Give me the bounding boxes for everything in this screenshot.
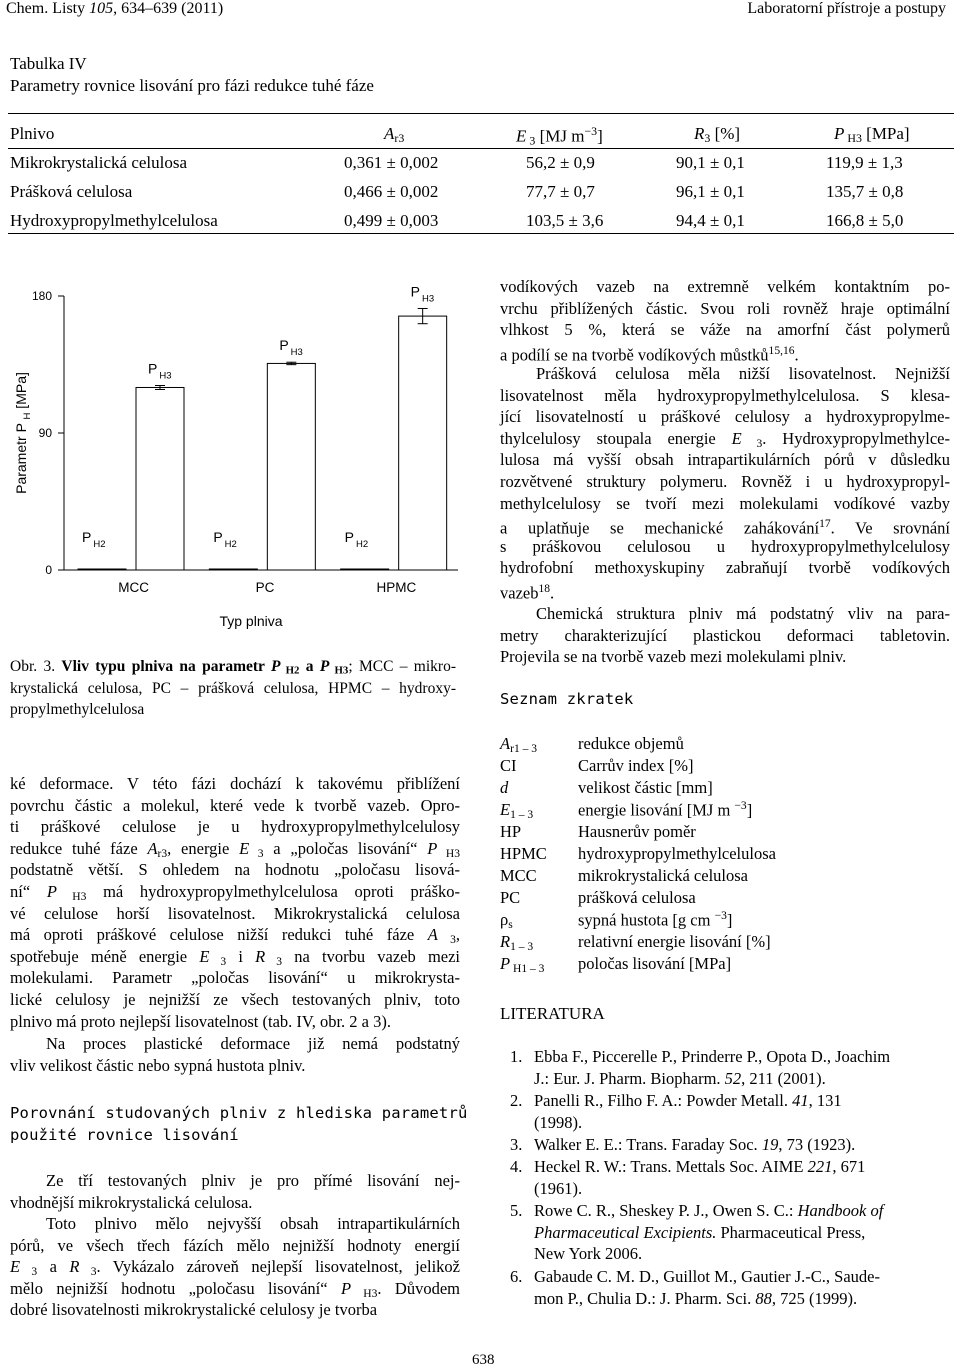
reference-line: (1998). bbox=[534, 1112, 583, 1132]
table-header-rule bbox=[8, 148, 954, 149]
table-cell: 0,499 ± 0,003 bbox=[344, 211, 439, 230]
reference-line: mon P., Chulia D.: J. Pharm. Sci. 88, 725 (1999). bbox=[534, 1288, 858, 1308]
literature-title: LITERATURA bbox=[500, 1004, 605, 1023]
reference-line: New York 2006. bbox=[534, 1244, 643, 1264]
text-line: dobré lisovatelnosti mikrokrystalické celulosy je tvorba bbox=[10, 1300, 378, 1320]
text-line: vazeb$^{18}$. bbox=[500, 582, 555, 603]
table-cell: 0,361 ± 0,002 bbox=[344, 153, 439, 172]
abbreviation-definition: Hausnerův poměr bbox=[578, 822, 696, 841]
text-line: vliv velikost částic nebo sypná hustota plniv. bbox=[10, 1055, 306, 1075]
abbreviation-definition: poločas lisování [MPa] bbox=[578, 954, 732, 973]
y-tick-label: 0 bbox=[45, 563, 52, 577]
text-line: redukce tuhé fáze $A_{r3}$, energie E $_3$ a „poločas lisování“ P $_{H3}$ bbox=[10, 838, 460, 860]
left-paragraph-1 bbox=[10, 773, 460, 1032]
text-line: Chemická struktura plniv má podstatný vliv na para- bbox=[536, 604, 950, 623]
journal-citation: Chem. Listy 105, 634–639 (2011) bbox=[6, 0, 224, 17]
table-top-rule bbox=[8, 113, 954, 114]
table-cell: 96,1 ± 0,1 bbox=[676, 182, 745, 201]
text-line: rozvětvené struktury polymeru. Rovněž i u hydroxypropyl- bbox=[500, 471, 950, 491]
table-row-label: Hydroxypropylmethylcelulosa bbox=[10, 211, 218, 230]
abbreviation-term: $A_{r1 - 3}$ bbox=[500, 734, 538, 755]
table-header-r3: $R_3$ [%] bbox=[694, 124, 741, 145]
table-row-label: Mikrokrystalická celulosa bbox=[10, 153, 188, 172]
figure-caption bbox=[10, 656, 456, 721]
reference-number: 2. bbox=[510, 1091, 523, 1110]
text-line: spotřebuje méně energie E $_3$ i R $_3$ na tvorbu vazeb mezi bbox=[10, 946, 461, 968]
text-line: Ze tří testovaných plniv je pro přímé lisování nej- bbox=[46, 1171, 460, 1190]
abbreviation-definition: sypná hustota [g cm $^{-3}$] bbox=[578, 910, 733, 930]
abbreviation-definition: energie lisování [MJ m $^{-3}$] bbox=[578, 800, 753, 820]
abbreviation-term: HPMC bbox=[500, 844, 547, 863]
text-line: Projevila se na tvorbě vazeb mezi molekulami plniv. bbox=[500, 647, 847, 667]
left-paragraph-2 bbox=[10, 1033, 460, 1076]
text-line: a uplatňuje se mechanické zahákování$^{17}$. Ve srovnání bbox=[500, 518, 951, 538]
abbreviation-term: $\rho_s$ bbox=[500, 910, 513, 931]
text-line: s práškovou celulosou u hydroxypropylmethylcelulosy bbox=[500, 536, 950, 556]
abbreviation-term: CI bbox=[500, 756, 517, 775]
table-row-label: Prášková celulosa bbox=[10, 182, 133, 201]
table-cell: 166,8 ± 5,0 bbox=[826, 211, 904, 230]
text-line: vlhkost 5 %, která se váže na amorfní část polymerů bbox=[500, 320, 950, 340]
table-label: Tabulka IV bbox=[10, 54, 87, 73]
bar-ph2 bbox=[209, 569, 257, 570]
abbreviation-term: MCC bbox=[500, 866, 537, 885]
bar-ph3 bbox=[267, 363, 315, 570]
text-line: vé celulose horší lisovatelnost. Mikrokrystalická celulosa bbox=[10, 903, 460, 923]
text-line: plnivo má proto nejlepší lisovatelnost (tab. IV, obr. 2 a 3). bbox=[10, 1011, 391, 1031]
caption-line: propylmethylcelulosa bbox=[10, 701, 145, 719]
text-line: hydrofobní methoxyskupiny zabraňují tvorbě vodíkových bbox=[500, 558, 950, 578]
page-number: 638 bbox=[472, 1352, 495, 1368]
abbreviation-term: HP bbox=[500, 822, 522, 841]
table-cell: 90,1 ± 0,1 bbox=[676, 153, 745, 172]
bar-label-ph2: P $_{H2}$ bbox=[213, 529, 237, 550]
table-header-ar3: $A_{r3}$ bbox=[384, 124, 405, 145]
text-line: Prášková celulosa měla nižší lisovatelnost. Nejnižší bbox=[536, 364, 950, 383]
abbreviation-term: $E_{1 - 3}$ bbox=[500, 800, 534, 821]
bar-label-ph3: P $_{H3}$ bbox=[279, 337, 303, 359]
reference-line: Rowe C. R., Sheskey P. J., Owen S. C.: Handbook of bbox=[534, 1201, 884, 1220]
text-line: a podílí se na tvorbě vodíkových můstků$^{15,16}$. bbox=[500, 344, 799, 365]
text-line: E $_3$ a R $_3$. Vykázalo zároveň nejlepší lisovatelnost, jelikož bbox=[10, 1257, 461, 1279]
text-line: má oproti práškové celulose nižší redukci tuhé fáze A $_3$, bbox=[10, 925, 460, 947]
reference-number: 4. bbox=[510, 1157, 523, 1176]
right-paragraph-3 bbox=[500, 603, 950, 668]
text-line: methylcelulosy se tvoří mezi molekulami vodíkové vazby bbox=[500, 493, 950, 513]
bar-ph3 bbox=[136, 387, 184, 570]
table-caption: Parametry rovnice lisování pro fázi redukce tuhé fáze bbox=[10, 76, 374, 95]
reference-number: 5. bbox=[510, 1201, 523, 1220]
right-paragraph-1 bbox=[500, 276, 950, 365]
x-axis-label: Typ plniva bbox=[219, 613, 283, 629]
text-line: jící lisovatelností u práškové celulosy a hydroxypropylme- bbox=[500, 407, 950, 427]
text-line: povrchu částic a molekul, které vede k tvorbě vazeb. Opro- bbox=[10, 795, 460, 815]
abbreviation-definition: relativní energie lisování [%] bbox=[578, 932, 771, 951]
table-cell: 94,4 ± 0,1 bbox=[676, 211, 745, 230]
text-line: lické celulosy je nejnižší ze všech testovaných plniv, toto bbox=[10, 989, 460, 1009]
reference-number: 3. bbox=[510, 1135, 523, 1154]
table-cell: 0,466 ± 0,002 bbox=[344, 182, 439, 201]
caption-line: Obr. 3. Vliv typu plniva na parametr P $_{H2}$ a P $_{H3}$; MCC – mikro- bbox=[10, 658, 456, 677]
table-cell: 103,5 ± 3,6 bbox=[526, 211, 604, 230]
abbreviations-title: Seznam zkratek bbox=[500, 690, 634, 708]
x-category-label: PC bbox=[255, 580, 275, 595]
reference-line: (1961). bbox=[534, 1178, 583, 1198]
text-line: lulosa má vyšší obsah intrapartikulárních pórů v důsledku bbox=[500, 450, 950, 470]
text-line: pórů, ve všech třech fázích mělo nejnižší hodnoty energií bbox=[10, 1235, 460, 1255]
abbreviation-term: P $_{H1 - 3}$ bbox=[500, 954, 545, 975]
abbreviation-definition: prášková celulosa bbox=[578, 888, 696, 907]
text-line: lisovatelnost měla hydroxypropylmethylcelulosa. S klesa- bbox=[500, 385, 950, 405]
abbreviation-term: d bbox=[500, 778, 509, 797]
section-header: Laboratorní přístroje a postupy bbox=[747, 0, 946, 17]
left-paragraph-3 bbox=[10, 1170, 460, 1213]
table-cell: 135,7 ± 0,8 bbox=[826, 182, 904, 201]
abbreviation-definition: hydroxypropylmethylcelulosa bbox=[578, 844, 776, 863]
bar-label-ph3: P $_{H3}$ bbox=[148, 360, 172, 382]
abbreviation-term: PC bbox=[500, 888, 521, 907]
x-category-label: MCC bbox=[118, 580, 150, 595]
text-line: vodíkových vazeb na extremně velkém kontaktním po- bbox=[500, 277, 950, 296]
table-header-e3: E $_3$ [MJ $m^{-3}$] bbox=[516, 124, 603, 148]
bar-label-ph3: P $_{H3}$ bbox=[410, 283, 435, 305]
text-line: ti práškové celulose je u hydroxypropylmethylcelulosy bbox=[10, 817, 460, 837]
bar-label-ph2: P $_{H2}$ bbox=[82, 529, 106, 550]
x-category-label: HPMC bbox=[376, 580, 417, 595]
abbreviation-definition: velikost částic [mm] bbox=[578, 778, 713, 797]
table-header-plnivo: Plnivo bbox=[10, 124, 55, 143]
abbreviation-definition: redukce objemů bbox=[578, 734, 684, 753]
abbreviation-definition: Carrův index [%] bbox=[578, 756, 694, 775]
text-line: vhodnější mikrokrystalická celulosa. bbox=[10, 1192, 253, 1212]
bar-chart bbox=[0, 280, 470, 640]
section-title-line-2: použité rovnice lisování bbox=[10, 1126, 239, 1144]
abbreviation-term: $R_{1 - 3}$ bbox=[500, 932, 534, 953]
table-cell: 77,7 ± 0,7 bbox=[526, 182, 595, 201]
y-tick-label: 90 bbox=[38, 426, 52, 440]
caption-line: krystalická celulosa, PC – prášková celulosa, HPMC – hydroxy- bbox=[10, 679, 456, 697]
table-header-ph3: P $_{H3}$ [MPa] bbox=[834, 124, 910, 145]
text-line: ní“ P $_{H3}$ má hydroxypropylmethylcelulosa oproti práško- bbox=[10, 881, 460, 903]
reference-number: 6. bbox=[510, 1267, 523, 1286]
reference-line: Pharmaceutical Excipients. Pharmaceutical Press, bbox=[534, 1222, 866, 1242]
reference-line: J.: Eur. J. Pharm. Biopharm. 52, 211 (2001). bbox=[534, 1068, 826, 1088]
reference-line: Walker E. E.: Trans. Faraday Soc. 19, 73 (1923). bbox=[534, 1135, 856, 1154]
left-paragraph-4 bbox=[10, 1213, 460, 1321]
text-line: mělo nejnižší hodnotu „poločasu lisování“ P $_{H3}$. Důvodem bbox=[10, 1278, 460, 1300]
bar-label-ph2: P $_{H2}$ bbox=[344, 529, 369, 550]
reference-line: Ebba F., Piccerelle P., Prinderre P., Opota D., Joachim bbox=[534, 1047, 891, 1066]
bar-ph2 bbox=[341, 569, 389, 570]
bar-ph3 bbox=[399, 316, 447, 570]
bar-ph2 bbox=[78, 569, 126, 570]
text-line: Na proces plastické deformace již nemá podstatný bbox=[46, 1034, 460, 1053]
text-line: thylcelulosy stoupala energie E $_3$. Hydroxypropylmethylce- bbox=[500, 428, 950, 450]
reference-line: Gabaude C. M. D., Guillot M., Gautier J.-C., Saude- bbox=[534, 1267, 880, 1286]
text-line: podstatně větší. S ohledem na hodnotu „poločasu lisová- bbox=[10, 860, 460, 880]
table-cell: 56,2 ± 0,9 bbox=[526, 153, 595, 172]
reference-number: 1. bbox=[510, 1047, 523, 1066]
table-bottom-rule bbox=[8, 233, 954, 234]
text-line: ké deformace. V této fázi dochází k takovému přiblížení bbox=[10, 774, 460, 793]
reference-line: Panelli R., Filho F. A.: Powder Metall. 41, 131 bbox=[534, 1091, 842, 1110]
table-cell: 119,9 ± 1,3 bbox=[826, 153, 903, 172]
reference-line: Heckel R. W.: Trans. Mettals Soc. AIME 221, 671 bbox=[534, 1157, 866, 1176]
abbreviation-definition: mikrokrystalická celulosa bbox=[578, 866, 748, 885]
text-line: metry charakterizující plastickou deformaci tabletovin. bbox=[500, 625, 950, 645]
text-line: vrchu přiblížených částic. Svou roli rovněž hraje optimální bbox=[500, 298, 950, 318]
y-tick-label: 180 bbox=[31, 289, 52, 303]
text-line: Toto plnivo mělo nejvyšší obsah intrapartikulárních bbox=[46, 1214, 460, 1233]
text-line: molekulami. Parametr „poločas lisování“ u mikrokrysta- bbox=[10, 968, 460, 988]
section-title-line-1: Porovnání studovaných plniv z hlediska parametrů bbox=[10, 1104, 468, 1122]
y-axis-label: Parametr P $_H$ [MPa] bbox=[13, 372, 33, 494]
right-paragraph-2 bbox=[500, 363, 950, 601]
